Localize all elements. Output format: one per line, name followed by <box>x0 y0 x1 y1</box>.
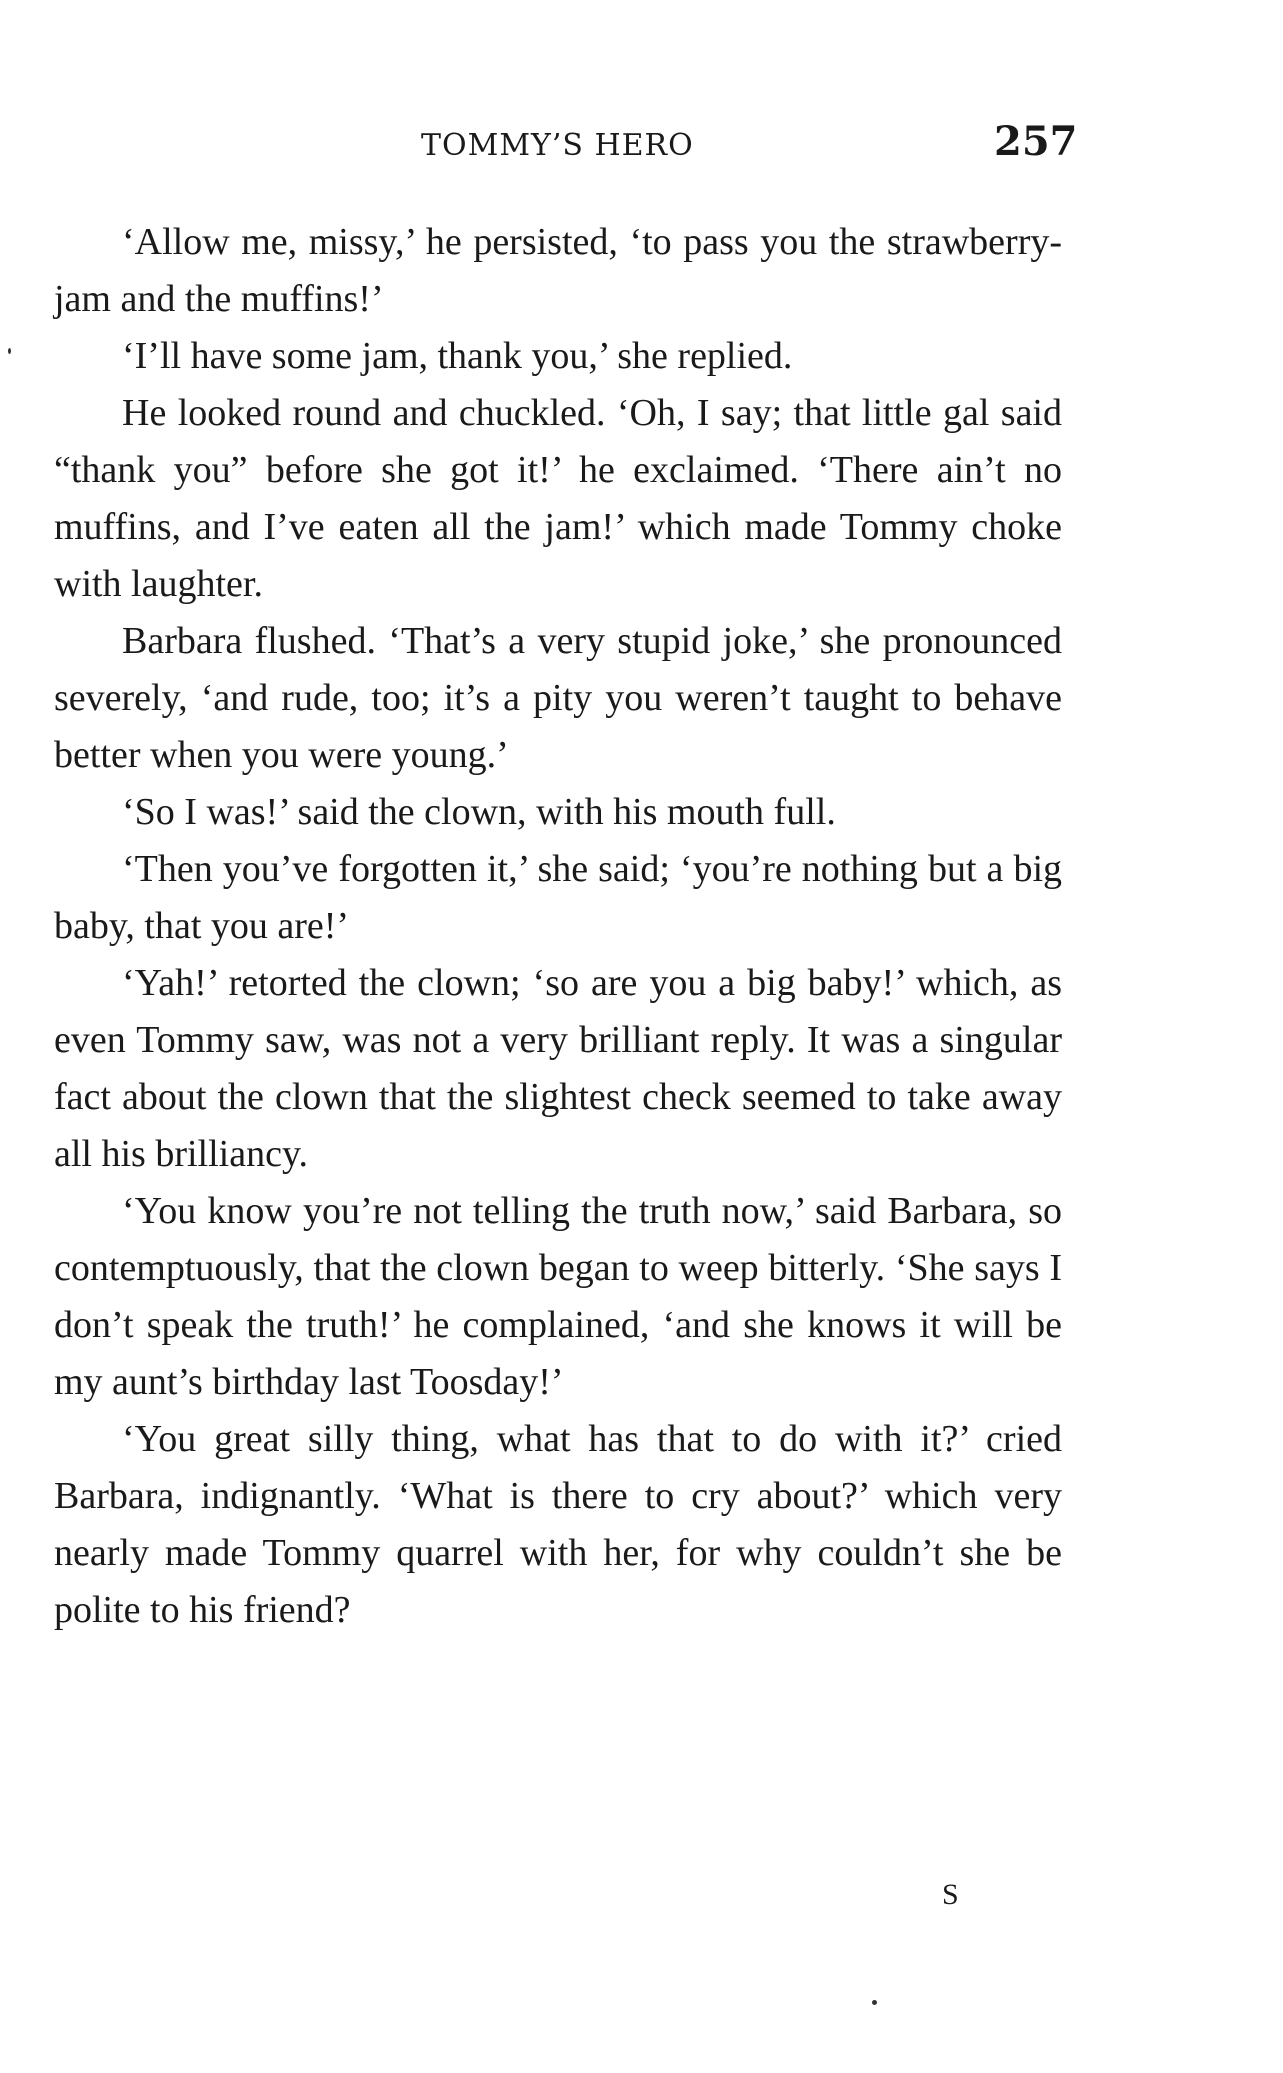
print-speck <box>872 2000 877 2005</box>
paragraph: ‘I’ll have some jam, thank you,’ she replied. <box>122 335 793 377</box>
paragraph: ‘You great silly thing, what has that to do with it?’ cried Barbara, indignantly. ‘What is there to cry about?’ which very nearly made Tommy quarrel with her, for why couldn’t she be polite to his friend? <box>54 1418 1062 1631</box>
body-text <box>54 214 1062 1639</box>
paragraph: Barbara flushed. ‘That’s a very stupid joke,’ she pronounced severely, ‘and rude, too; it’s a pity you weren’t taught to behave better when you were young.’ <box>54 620 1062 776</box>
signature-mark: S <box>942 1878 959 1911</box>
paragraph: ‘You know you’re not telling the truth now,’ said Barbara, so contemptuously, that the clown began to weep bitterly. ‘She says I don’t speak the truth!’ he complained, ‘and she knows it will be my aunt’s birthday last Toosday!’ <box>54 1190 1062 1403</box>
paragraph: ‘Then you’ve forgotten it,’ she said; ‘you’re nothing but a big baby, that you are!’ <box>54 848 1062 947</box>
page-number: 257 <box>994 118 1078 165</box>
paragraph: ‘Yah!’ retorted the clown; ‘so are you a big baby!’ which, as even Tommy saw, was not a very brilliant reply. It was a singular fact about the clown that the slightest check seemed to take away all his brilliancy. <box>54 962 1062 1175</box>
paragraph: He looked round and chuckled. ‘Oh, I say; that little gal said “thank you” before she got it!’ he exclaimed. ‘There ain’t no muffins, and I’ve eaten all the jam!’ which made Tommy choke with laughter. <box>54 392 1062 605</box>
running-title: TOMMY’S HERO <box>421 128 694 163</box>
paragraph: ‘Allow me, missy,’ he persisted, ‘to pass you the strawberry-jam and the muffins!’ <box>54 221 1062 320</box>
margin-speck <box>8 348 11 354</box>
paragraph: ‘So I was!’ said the clown, with his mouth full. <box>122 791 836 833</box>
